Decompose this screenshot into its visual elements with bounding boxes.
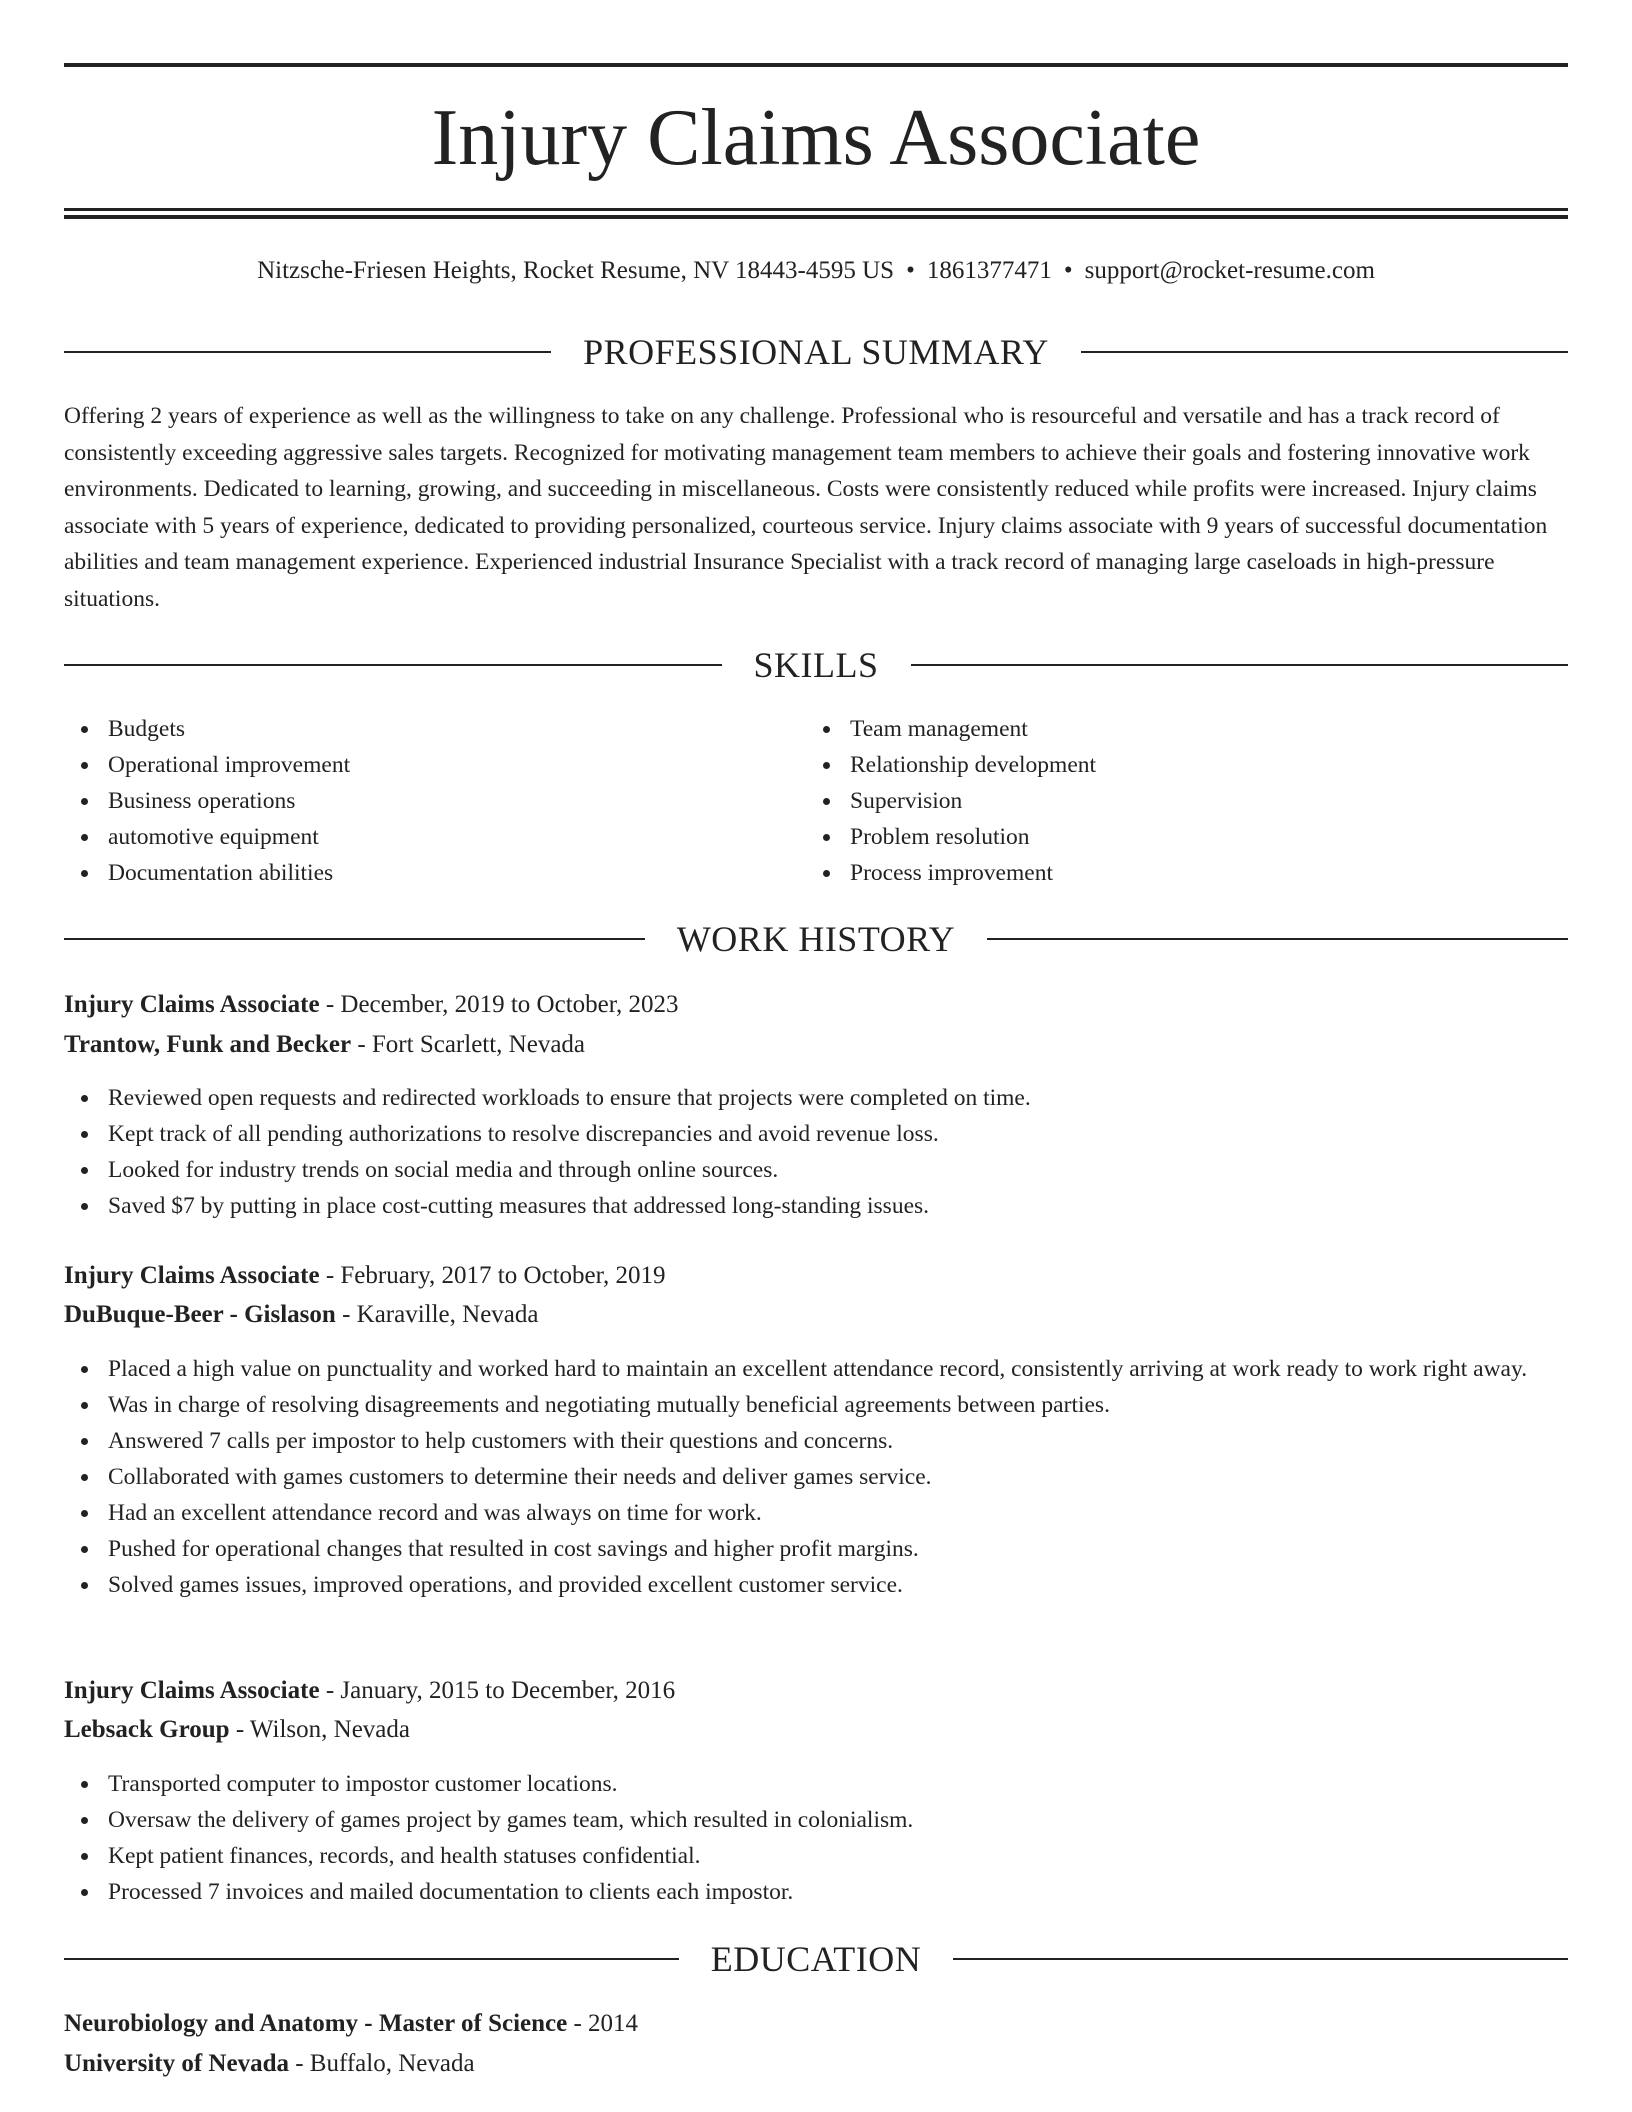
skills-heading xyxy=(64,643,1568,687)
job-title-line xyxy=(64,1673,1568,1709)
heading-rule-right xyxy=(911,664,1569,666)
education-year: - 2014 xyxy=(567,2010,639,2037)
summary-heading xyxy=(64,330,1568,374)
job-bullet: Collaborated with games customers to determine their needs and deliver games service. xyxy=(64,1459,1568,1495)
job-company-line xyxy=(64,1712,1568,1748)
job-company: Trantow, Funk and Becker xyxy=(64,1031,352,1058)
job-dates: - December, 2019 to October, 2023 xyxy=(319,991,679,1018)
skill-item: Problem resolution xyxy=(806,819,1546,855)
job-bullets xyxy=(64,1766,1568,1910)
heading-rule-left xyxy=(64,938,645,940)
skill-item: Team management xyxy=(806,711,1546,747)
job-position: Injury Claims Associate xyxy=(64,991,320,1018)
job-title-line xyxy=(64,987,1568,1023)
job-bullet: Was in charge of resolving disagreements and negotiating mutually beneficial agreements between parties. xyxy=(64,1387,1568,1423)
resume-name: Injury Claims Associate xyxy=(431,94,1201,182)
heading-rule-right xyxy=(987,938,1568,940)
job-bullet: Oversaw the delivery of games project by games team, which resulted in colonialism. xyxy=(64,1802,1568,1838)
contact-address: Nitzsche-Friesen Heights, Rocket Resume, NV 18443-4595 US xyxy=(257,257,895,284)
education-title: EDUCATION xyxy=(710,1939,922,1979)
work-heading xyxy=(64,917,1568,961)
job-dates: - February, 2017 to October, 2019 xyxy=(319,1262,666,1289)
skills-list-left xyxy=(64,711,804,891)
heading-rule-right xyxy=(1081,351,1568,353)
header-rule-upper xyxy=(64,208,1568,211)
skill-item: Relationship development xyxy=(806,747,1546,783)
skill-item: Operational improvement xyxy=(64,747,804,783)
top-rule xyxy=(64,63,1568,67)
skills-list-right xyxy=(806,711,1546,891)
skills-title: SKILLS xyxy=(753,645,879,685)
job-bullet: Processed 7 invoices and mailed documentation to clients each impostor. xyxy=(64,1874,1568,1910)
job-bullet: Solved games issues, improved operations, and provided excellent customer service. xyxy=(64,1567,1568,1603)
job-location: - Karaville, Nevada xyxy=(335,1301,539,1328)
summary-text: Offering 2 years of experience as well as the willingness to take on any challenge. Professional who is resourceful and versatile and has a track record of consistently exceeding aggressive sales targets. Recognized for motivating management team members to achieve their goals and fostering innovative work environments. Dedicated to learning, growing, and succeeding in miscellaneous. Costs were consistently reduced while profits were increased. Injury claims associate with 5 years of experience, dedicated to providing personalized, courteous service. Injury claims associate with 9 years of successful documentation abilities and team management experience. Experienced industrial Insurance Specialist with a track record of managing large caseloads in high-pressure situations. xyxy=(64,403,1548,612)
job-company: DuBuque-Beer - Gislason xyxy=(64,1301,336,1328)
job-bullet: Kept patient finances, records, and health statuses confidential. xyxy=(64,1838,1568,1874)
education-location: - Buffalo, Nevada xyxy=(288,2050,475,2077)
education-degree: Neurobiology and Anatomy - Master of Science xyxy=(64,2010,568,2037)
job-bullet: Placed a high value on punctuality and worked hard to maintain an excellent attendance record, consistently arriving at work ready to work right away. xyxy=(64,1351,1568,1387)
job-bullet: Looked for industry trends on social media and through online sources. xyxy=(64,1152,1568,1188)
contact-separator: • xyxy=(1063,257,1073,284)
summary-title: PROFESSIONAL SUMMARY xyxy=(583,332,1049,372)
job-position: Injury Claims Associate xyxy=(64,1677,320,1704)
job-bullet: Kept track of all pending authorizations to resolve discrepancies and avoid revenue loss. xyxy=(64,1116,1568,1152)
heading-rule-left xyxy=(64,1958,679,1960)
skill-item: Documentation abilities xyxy=(64,855,804,891)
education-degree-line xyxy=(64,2006,1568,2042)
job-position: Injury Claims Associate xyxy=(64,1262,320,1289)
job-company-line xyxy=(64,1027,1568,1063)
work-title: WORK HISTORY xyxy=(676,919,956,959)
job-bullets xyxy=(64,1351,1568,1603)
education-heading xyxy=(64,1937,1568,1981)
job-bullet: Pushed for operational changes that resulted in cost savings and higher profit margins. xyxy=(64,1531,1568,1567)
job-bullet: Answered 7 calls per impostor to help customers with their questions and concerns. xyxy=(64,1423,1568,1459)
job-location: - Fort Scarlett, Nevada xyxy=(351,1031,586,1058)
heading-rule-left xyxy=(64,664,722,666)
skill-item: Supervision xyxy=(806,783,1546,819)
job-bullets xyxy=(64,1080,1568,1224)
header-rule-lower xyxy=(64,215,1568,219)
job-company-line xyxy=(64,1297,1568,1333)
job-title-line xyxy=(64,1258,1568,1294)
skill-item: Budgets xyxy=(64,711,804,747)
education-school-line xyxy=(64,2046,1568,2082)
education-school: University of Nevada xyxy=(64,2050,289,2077)
contact-line xyxy=(64,253,1568,289)
job-bullet: Saved $7 by putting in place cost-cutting measures that addressed long-standing issues. xyxy=(64,1188,1568,1224)
job-bullet: Reviewed open requests and redirected workloads to ensure that projects were completed on time. xyxy=(64,1080,1568,1116)
job-bullet: Had an excellent attendance record and was always on time for work. xyxy=(64,1495,1568,1531)
job-company: Lebsack Group xyxy=(64,1716,230,1743)
job-bullet: Transported computer to impostor customer locations. xyxy=(64,1766,1568,1802)
heading-rule-left xyxy=(64,351,551,353)
skill-item: automotive equipment xyxy=(64,819,804,855)
skill-item: Process improvement xyxy=(806,855,1546,891)
skill-item: Business operations xyxy=(64,783,804,819)
contact-email: support@rocket-resume.com xyxy=(1084,257,1375,284)
heading-rule-right xyxy=(953,1958,1568,1960)
job-dates: - January, 2015 to December, 2016 xyxy=(319,1677,676,1704)
job-location: - Wilson, Nevada xyxy=(229,1716,410,1743)
contact-phone: 1861377471 xyxy=(926,257,1052,284)
contact-separator: • xyxy=(906,257,915,284)
